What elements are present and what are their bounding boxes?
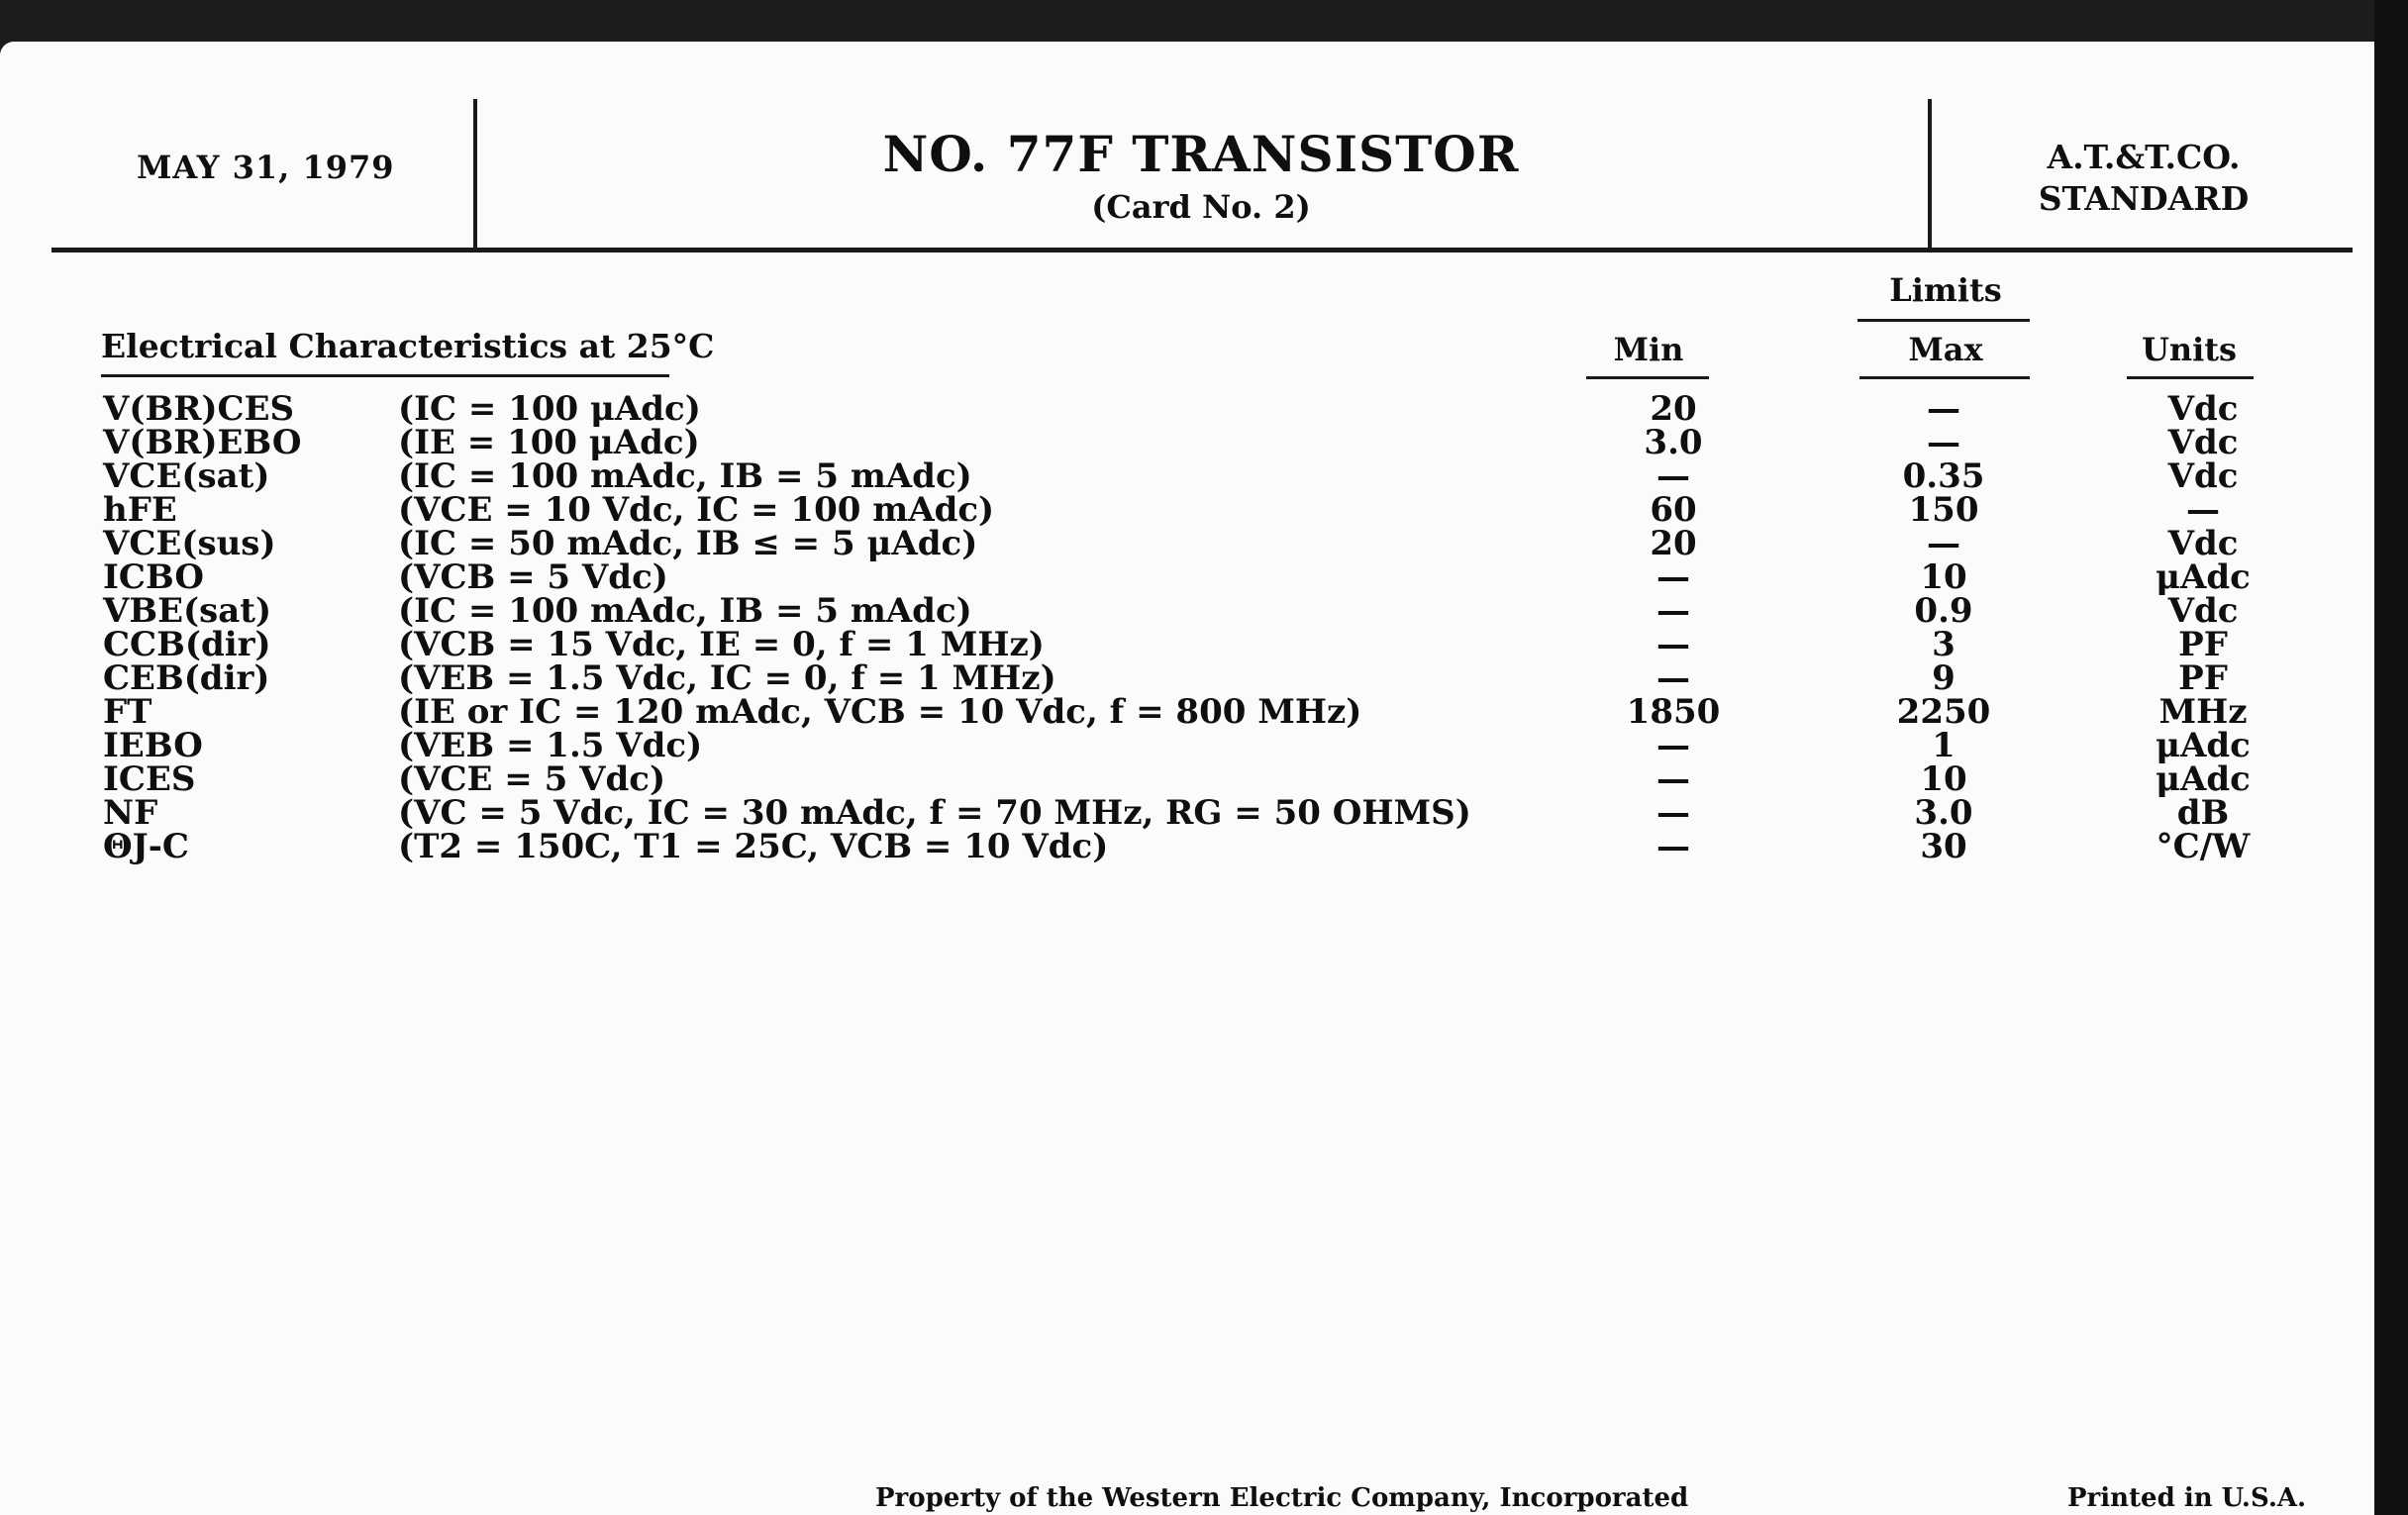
standard-label	[1931, 137, 2357, 220]
min-cell: —	[1656, 793, 1690, 833]
symbol-cell: V(BR)CES	[103, 389, 295, 429]
condition-cell: (IE = 100 μAdc)	[398, 423, 700, 462]
units-cell: μAdc	[2156, 726, 2251, 765]
condition-cell: (VCB = 5 Vdc)	[398, 557, 668, 597]
max-cell: —	[1927, 524, 1960, 563]
document-subtitle: (Card No. 2)	[1091, 188, 1311, 226]
document-date: MAY 31, 1979	[137, 149, 395, 186]
standard-line-1: A.T.&T.CO.	[2047, 138, 2241, 176]
units-cell: Vdc	[2167, 591, 2239, 631]
min-cell: 1850	[1626, 692, 1721, 732]
units-cell: μAdc	[2156, 557, 2251, 597]
units-cell: Vdc	[2167, 389, 2239, 429]
condition-cell: (VCB = 15 Vdc, IE = 0, f = 1 MHz)	[398, 625, 1045, 664]
units-cell: μAdc	[2156, 759, 2251, 799]
min-header: Min	[1613, 331, 1684, 368]
condition-cell: (IC = 100 mAdc, IB = 5 mAdc)	[398, 456, 972, 496]
section-underline	[101, 374, 669, 377]
max-cell: 30	[1920, 827, 1967, 866]
min-cell: —	[1656, 827, 1690, 866]
max-underline	[1859, 376, 2030, 379]
max-cell: 3	[1932, 625, 1956, 664]
condition-cell: (IE or IC = 120 mAdc, VCB = 10 Vdc, f = 800 MHz)	[398, 692, 1362, 732]
max-cell: 10	[1920, 759, 1967, 799]
min-cell: —	[1656, 591, 1690, 631]
units-cell: Vdc	[2167, 423, 2239, 462]
min-cell: 20	[1650, 524, 1697, 563]
condition-cell: (IC = 100 μAdc)	[398, 389, 701, 429]
min-cell: —	[1656, 625, 1690, 664]
symbol-cell: NF	[103, 793, 158, 833]
max-header: Max	[1908, 331, 1983, 368]
document-title: NO. 77F TRANSISTOR	[882, 125, 1520, 183]
max-cell: 2250	[1896, 692, 1991, 732]
max-cell: 3.0	[1914, 793, 1973, 833]
condition-cell: (T2 = 150C, T1 = 25C, VCB = 10 Vdc)	[398, 827, 1109, 866]
min-cell: —	[1656, 759, 1690, 799]
max-cell: 1	[1932, 726, 1956, 765]
units-cell: MHz	[2158, 692, 2248, 732]
units-cell: —	[2186, 490, 2220, 530]
units-cell: Vdc	[2167, 456, 2239, 496]
max-cell: 150	[1908, 490, 1979, 530]
min-cell: 20	[1650, 389, 1697, 429]
condition-cell: (IC = 100 mAdc, IB = 5 mAdc)	[398, 591, 972, 631]
symbol-cell: VBE(sat)	[103, 591, 272, 631]
symbol-cell: ICBO	[103, 557, 204, 597]
symbol-cell: CEB(dir)	[103, 658, 270, 698]
max-cell: 0.9	[1914, 591, 1973, 631]
units-cell: dB	[2176, 793, 2230, 833]
condition-cell: (VCE = 5 Vdc)	[398, 759, 666, 799]
symbol-cell: hFE	[103, 490, 177, 530]
condition-cell: (VEB = 1.5 Vdc, IC = 0, f = 1 MHz)	[398, 658, 1056, 698]
max-cell: —	[1927, 423, 1960, 462]
symbol-cell: ΘJ-C	[103, 827, 189, 866]
symbol-cell: FT	[103, 692, 152, 732]
printed-in-notice: Printed in U.S.A.	[2067, 1483, 2307, 1513]
symbol-cell: VCE(sus)	[103, 524, 276, 563]
condition-cell: (VEB = 1.5 Vdc)	[398, 726, 703, 765]
units-cell: PF	[2178, 625, 2228, 664]
symbol-cell: IEBO	[103, 726, 203, 765]
units-cell: PF	[2178, 658, 2228, 698]
min-cell: 3.0	[1644, 423, 1703, 462]
scan-border	[2374, 0, 2408, 1515]
units-header: Units	[2141, 331, 2238, 368]
limits-header: Limits	[1889, 271, 2002, 309]
units-cell: Vdc	[2167, 524, 2239, 563]
min-cell: —	[1656, 658, 1690, 698]
min-cell: 60	[1650, 490, 1697, 530]
property-notice: Property of the Western Electric Company, Incorporated	[875, 1483, 1689, 1513]
header-rule	[51, 248, 2353, 252]
min-cell: —	[1656, 726, 1690, 765]
symbol-cell: VCE(sat)	[103, 456, 270, 496]
limits-underline	[1857, 319, 2030, 322]
symbol-cell: CCB(dir)	[103, 625, 271, 664]
max-cell: 10	[1920, 557, 1967, 597]
max-cell: 0.35	[1902, 456, 1985, 496]
max-cell: 9	[1932, 658, 1956, 698]
min-underline	[1586, 376, 1709, 379]
condition-cell: (VC = 5 Vdc, IC = 30 mAdc, f = 70 MHz, RG = 50 OHMS)	[398, 793, 1471, 833]
units-cell: °C/W	[2156, 827, 2251, 866]
units-underline	[2127, 376, 2254, 379]
min-cell: —	[1656, 456, 1690, 496]
standard-line-2: STANDARD	[2038, 179, 2250, 218]
condition-cell: (VCE = 10 Vdc, IC = 100 mAdc)	[398, 490, 995, 530]
max-cell: —	[1927, 389, 1960, 429]
document-card	[0, 42, 2374, 1515]
symbol-cell: V(BR)EBO	[103, 423, 302, 462]
symbol-cell: ICES	[103, 759, 196, 799]
section-title: Electrical Characteristics at 25°C	[101, 327, 715, 365]
condition-cell: (IC = 50 mAdc, IB ≤ = 5 μAdc)	[398, 524, 978, 563]
min-cell: —	[1656, 557, 1690, 597]
